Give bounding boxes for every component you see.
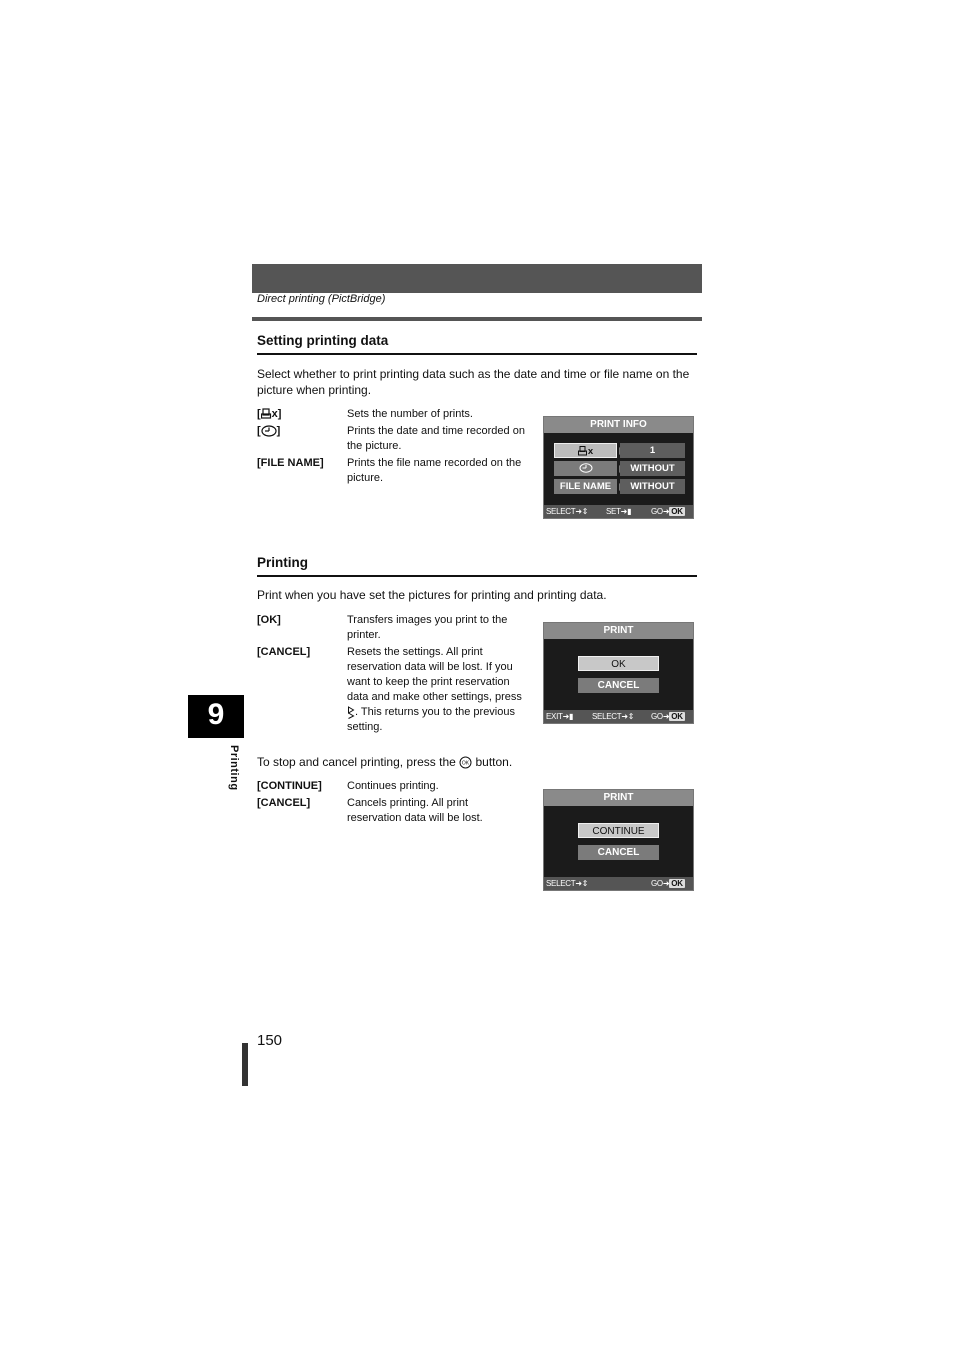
row-value-file-name: WITHOUT: [620, 479, 685, 494]
footer-go: GO➜ OK: [651, 879, 683, 888]
section-intro: Print when you have set the pictures for printing and printing data.: [257, 588, 607, 602]
footer-go: GO➜ OK: [651, 507, 683, 516]
cancel-button[interactable]: CANCEL: [578, 845, 659, 860]
print-count-icon: [261, 408, 272, 420]
row-value-prints: 1: [620, 443, 685, 458]
running-title: Direct printing (PictBridge): [257, 293, 386, 305]
clock-icon: [579, 463, 593, 473]
footer-select: SELECT➜⇕: [546, 507, 589, 516]
footer-exit: EXIT➜▮: [546, 712, 574, 721]
row-value-date: WITHOUT: [620, 461, 685, 476]
section-title-printing: Printing: [257, 555, 308, 570]
desc-ok: Transfers images you print to the printer.: [347, 614, 508, 641]
footer-set: SET➜▮: [606, 507, 632, 516]
footer-select: SELECT➜⇕: [546, 879, 589, 888]
desc-continue: Continues printing.: [347, 780, 439, 792]
section-intro: Select whether to print printing data such as the date and time or file name on the picture when printing.: [257, 367, 690, 397]
page-number: 150: [257, 1032, 283, 1049]
screen-footer: [544, 877, 693, 890]
screen-title: PRINT INFO: [544, 417, 693, 433]
term-ok: [OK]: [257, 614, 281, 626]
desc-prints-count: Sets the number of prints.: [347, 408, 473, 420]
footer-go: GO➜ OK: [651, 712, 683, 721]
term-cancel: [CANCEL]: [257, 646, 311, 658]
print-count-icon: [578, 446, 588, 456]
screen-title: PRINT: [544, 790, 693, 806]
screen-footer: [544, 505, 693, 518]
term-cancel-printing: [CANCEL]: [257, 797, 311, 809]
row-label-date: [554, 461, 617, 476]
screen-footer: [544, 710, 693, 723]
footer-select: SELECT➜⇕: [592, 712, 635, 721]
desc-file-name: Prints the file name recorded on the picture.: [347, 457, 522, 484]
chapter-number: 9: [188, 695, 244, 738]
svg-text:OK: OK: [462, 760, 470, 767]
clock-icon: [261, 425, 277, 437]
term-file-name: [FILE NAME]: [257, 457, 324, 469]
term-prints-count: [ x]: [257, 408, 282, 420]
header-rule: [252, 317, 702, 321]
print-screen: [543, 622, 694, 724]
print-continue-screen: [543, 789, 694, 891]
print-info-screen: [543, 416, 694, 519]
section-rule: [257, 575, 697, 577]
header-bar: [252, 264, 702, 293]
ok-button[interactable]: OK: [578, 656, 659, 671]
term-continue: [CONTINUE]: [257, 780, 322, 792]
desc-cancel-printing: Cancels printing. All print reservation data will be lost.: [347, 797, 483, 824]
section-rule: [257, 353, 697, 355]
screen-title: PRINT: [544, 623, 693, 639]
section-title-setting-printing-data: Setting printing data: [257, 333, 389, 348]
page-number-bar: [242, 1043, 248, 1086]
row-label-file-name: FILE NAME: [554, 479, 617, 494]
continue-button[interactable]: CONTINUE: [578, 823, 659, 838]
term-date-time: [ ]: [257, 425, 281, 437]
stop-printing-text: To stop and cancel printing, press the OK button.: [257, 755, 513, 769]
arrow-pad-icon: [347, 706, 355, 719]
chapter-label: Printing: [228, 745, 240, 791]
row-label-prints: x: [554, 443, 617, 458]
cancel-button[interactable]: CANCEL: [578, 678, 659, 693]
ok-button-icon: [459, 756, 472, 769]
desc-cancel: Resets the settings. All print reservation data will be lost. If you want to keep the print reservation data and make other settings, press . This returns you to the previous setting.: [347, 646, 522, 733]
desc-date-time: Prints the date and time recorded on the picture.: [347, 425, 525, 452]
